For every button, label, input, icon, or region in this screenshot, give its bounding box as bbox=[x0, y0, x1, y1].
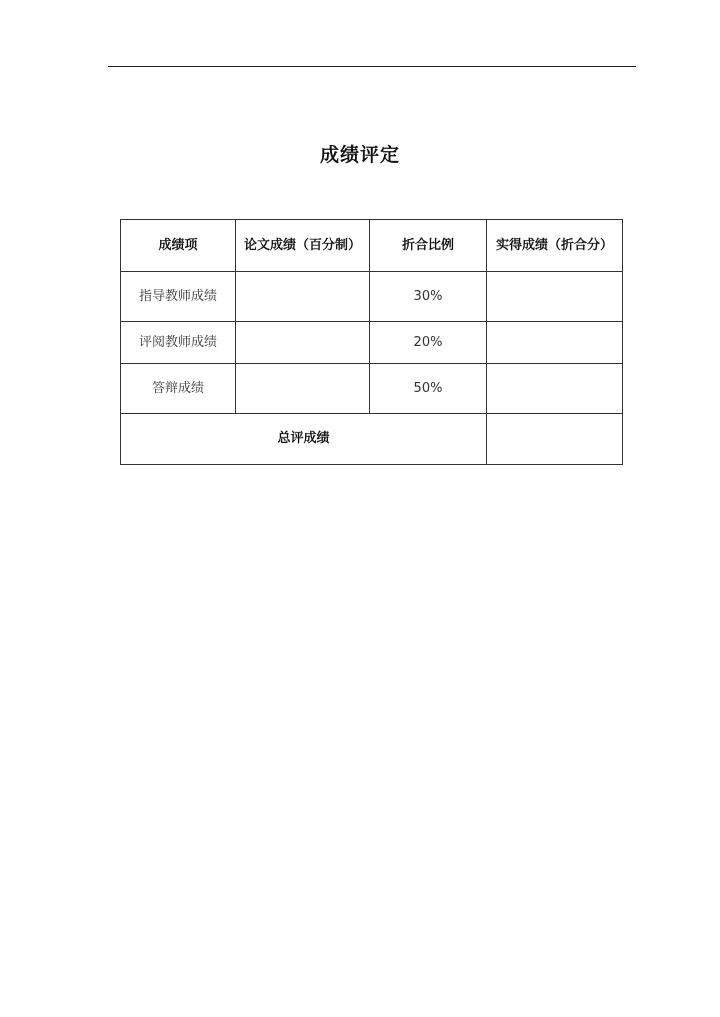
row-item: 评阅教师成绩 bbox=[121, 322, 236, 364]
header-score: 论文成绩（百分制） bbox=[236, 220, 370, 272]
header-rule bbox=[108, 66, 636, 67]
grade-table bbox=[120, 219, 623, 465]
row-actual-cell[interactable] bbox=[487, 322, 623, 364]
header-actual: 实得成绩（折合分） bbox=[487, 220, 623, 272]
table-row bbox=[121, 322, 623, 364]
row-ratio: 50% bbox=[370, 364, 487, 414]
header-ratio: 折合比例 bbox=[370, 220, 487, 272]
row-actual-cell[interactable] bbox=[487, 364, 623, 414]
total-row bbox=[121, 414, 623, 465]
total-value-cell[interactable] bbox=[487, 414, 623, 465]
total-label: 总评成绩 bbox=[121, 414, 487, 465]
table-row bbox=[121, 272, 623, 322]
row-score-cell[interactable] bbox=[236, 364, 370, 414]
row-score-cell[interactable] bbox=[236, 322, 370, 364]
table-row bbox=[121, 364, 623, 414]
row-ratio: 20% bbox=[370, 322, 487, 364]
row-actual-cell[interactable] bbox=[487, 272, 623, 322]
page-title: 成绩评定 bbox=[319, 144, 400, 166]
row-score-cell[interactable] bbox=[236, 272, 370, 322]
table-header-row bbox=[121, 220, 623, 272]
header-item: 成绩项 bbox=[121, 220, 236, 272]
row-ratio: 30% bbox=[370, 272, 487, 322]
row-item: 答辩成绩 bbox=[121, 364, 236, 414]
row-item: 指导教师成绩 bbox=[121, 272, 236, 322]
